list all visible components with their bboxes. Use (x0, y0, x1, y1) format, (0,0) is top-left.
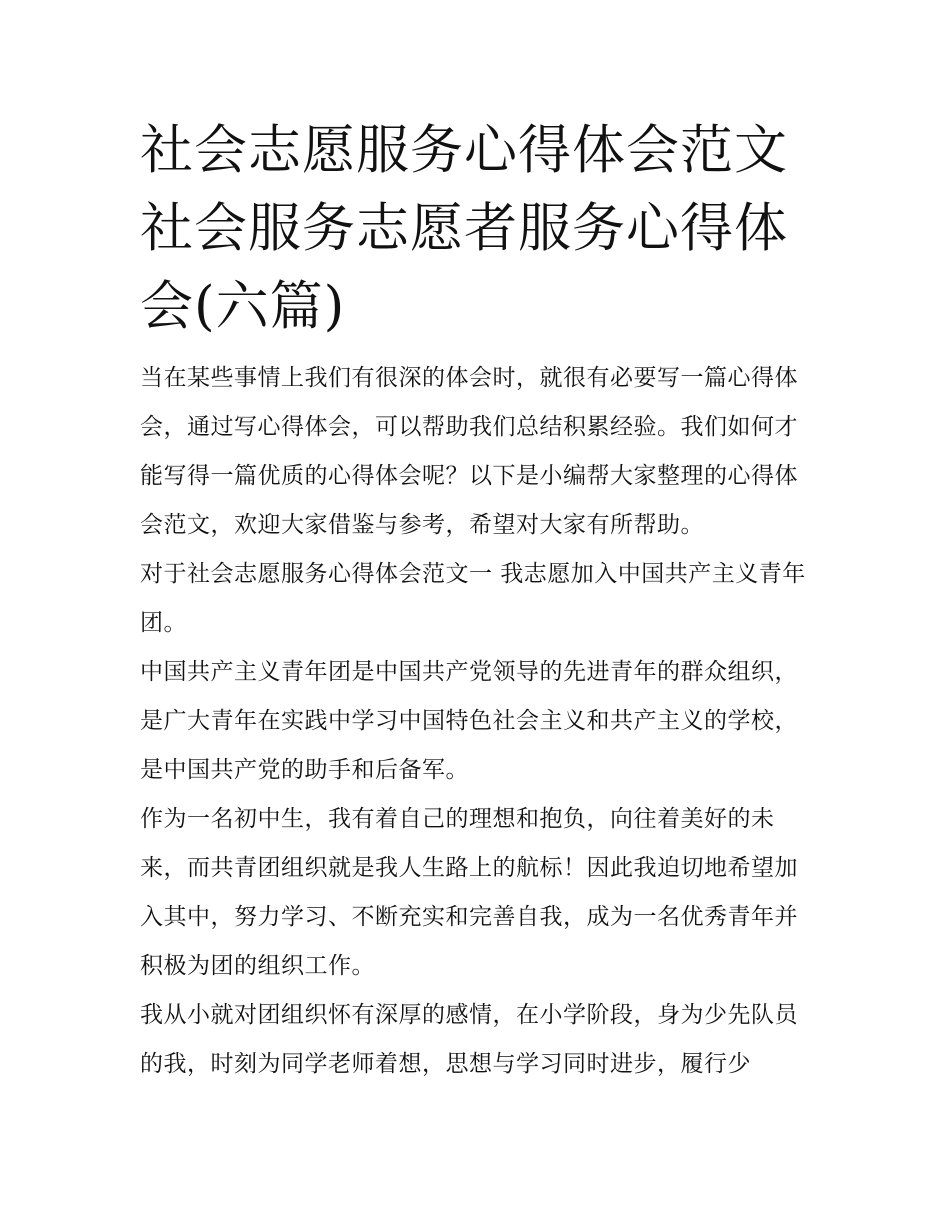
document-body (140, 112, 812, 1089)
paragraph-aspiration: 作为一名初中生，我有着自己的理想和抱负，向往着美好的未来，而共青团组织就是我人生路上的航标！因此我迫切地希望加入其中，努力学习、不断充实和完善自我，成为一名优秀青年并积极为团的组织工作。 (140, 806, 798, 979)
paragraph-section-heading: 对于社会志愿服务心得体会范文一 我志愿加入中国共产主义青年团。 (140, 561, 806, 636)
paragraph-childhood: 我从小就对团组织怀有深厚的感情，在小学阶段，身为少先队员的我，时刻为同学老师着想，思想与学习同时进步，履行少 (140, 1002, 798, 1077)
paragraph-intro: 当在某些事情上我们有很深的体会时，就很有必要写一篇心得体会，通过写心得体会，可以帮助我们总结积累经验。我们如何才能写得一篇优质的心得体会呢？以下是小编帮大家整理的心得体会范文，欢迎大家借鉴与参考，希望对大家有所帮助。 (140, 365, 798, 538)
document-title: 社会志愿服务心得体会范文 社会服务志愿者服务心得体会(六篇) (140, 120, 788, 337)
paragraph-league-description: 中国共产主义青年团是中国共产党领导的先进青年的群众组织，是广大青年在实践中学习中国特色社会主义和共产主义的学校，是中国共产党的助手和后备军。 (140, 659, 798, 783)
